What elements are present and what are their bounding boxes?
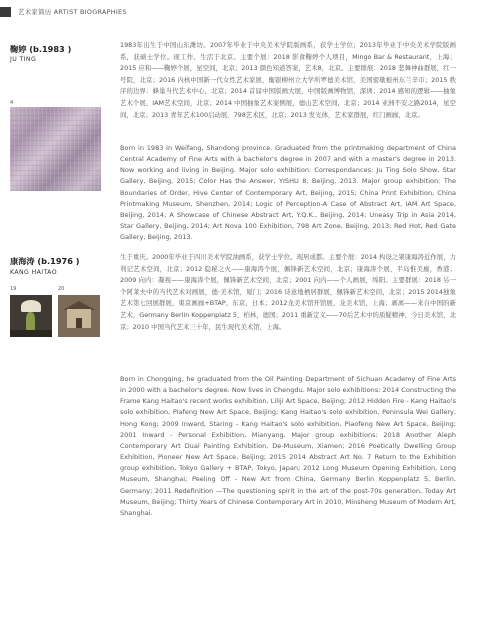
artist2-bio-english: Born in Chongqing, he graduated from the Oil Painting Department of Sichuan Academy of Fine Arts in 2000 with a bachelor's degree. Now lives in Chengdu. Major solo exhibitions: 2014 Constructing the Frame Kang Haitao's recent works exhibition, Liliji Art Space, Beijing; 2012 Hidden Fire - Kang Haitao's solo exhibition, Piafeng New Art Space, Beijing; Kang Haitao's solo exhibition, Peninsula Wei Gallery, Hong Kong; 2009 Inward, Staring - Kang Haitao's solo exhibition, Piaofeng New Art Space, Beijing; 2001 Inward - Personal Exhibition, Mianyang. Major group exhibitions: 2018 Another Aleph Contemporary Art Dual Painting Exhibition, De-Museum, Xiamen; 2016 Poetically Dwelling Group Exhibition, Pioneer New Art Space, Beijing; 2015 2014 Abstract Art No. 7 Return to the Exhibition group exhibition, Tokyo Gallery + BTAP, Tokyo, Japan; 2012 Long Museum Opening Exhibition, Long Museum, Shanghai; Peeling Off - New Art from China, Germany Berlin Koppenplatz 5, Berlin, Germany; 2011 Redefinition —The questioning spirit in the art of the post-70s generation, Today Art Museum, Beijing; Thirty Years of Chinese Contemporary Art in 2010, Minsheng Museum of Modern Art, Shanghai. (120, 375, 456, 517)
artist1-plate-number: 4 (10, 100, 14, 106)
header-title: 艺术家简历 ARTIST BIOGRAPHIES (18, 8, 127, 16)
lamp-shape (21, 300, 41, 312)
artist2-plate-number-b: 20 (58, 286, 65, 292)
artist2-artwork-thumbnail-a (10, 295, 52, 337)
artist1-bio-chinese: 1983年出生于中国山东潍坊。2007年毕业于中央美术学院版画系，获学士学位；2013年毕业于中央美术学院版画系，获硕士学位。现工作、生活于北京。主要个展：2018 影食鞠婷个人项目，Mingo Bar & Restaurant，上海；2015 应和——鞠婷个展，星空间，北京；2013 颜色知道答案，艺术8，北京。主要群展：2018 悲舞神曲群展，红一号院，北京；2016 内核中国新一代女性艺术家展，衡银柳州立大学所罗德美术馆，美国密歇根州东兰辛市；2015 秩序的边界：蜂巢当代艺术中心，北京；2014 首届中国版画大展，中国版画博物馆，深圳；2014 感知的逻辑——抽象艺术个展，IAM艺术空间，北京；2014 中国抽象艺术案例展，德山艺术空间，北京；2014 亚洲不安之路2014，星空间，北京；2013 青年艺术100启动展，798艺术区，北京；2013 发光体，艺术家群展，红门画廊，北京。 (120, 41, 456, 119)
header-marker (0, 7, 11, 17)
artist1-artwork-thumbnail (10, 107, 101, 191)
door-shape (76, 318, 82, 328)
artist2-bio-chinese: 生于重庆。2000年毕业于四川美术学院油画系，获学士学位。现居成都。主要个展：2014 构设之架康海涛近作展，力利记艺术空间，北京；2012 隐秘之火——康海涛个展，佩锋新艺术空间，北京；康海涛个展，半岛惟美廊，香港；2009 向内：凝视——康海涛个展，佩锋新艺术空间，北京；2001 向内——个人画展，绵阳。主要群展：2018 另一个阿莱夫中的当代艺术对画展，德·美术馆，厦门；2016 诗意地栖居群展，佩锋新艺术空间，北京；2015 2014独象艺术第七回展群展，東京画廊+BTAP，东京、日本；2012龙美术馆开馆展，龙美术馆，上海；剥离——来自中国的新艺术，Germany Berlin Koppenplatz 5，柏林，德国；2011 重新定义——70后艺术中的质疑精神，今日美术馆，北京；2010 中国当代艺术三十年，民生现代美术馆，上海。 (120, 253, 456, 331)
artist1-name-cn: 鞠婷 (b.1983 ) (10, 44, 72, 54)
artist2-plate-number-a: 19 (10, 286, 17, 292)
artist1-bio-english: Born in 1983 in Weifang, Shandong province. Graduated from the printmaking department of China Central Academy of Fine Arts with a bachelor's degree in 2007 and with a master's degree in 2013. Now working and living in Beijing. Major solo exhibition: Correspondances: Ju Ting Solo Show, Star Gallery, Beijing, 2015; Color Has the Answer, YISHU 8, Beijing, 2013. Major group exhibition: The Boundaries of Order, Hive Center of Contemporary Art, Beijing, 2015; China Print Exhibition, China Printmaking Museum, Shenzhen, 2014; Logic of Perception-A Case of Abstract Art, IAM Art Space, Beijing, 2014; A Showcase of Chinese Abstract Art, Y.Q.K., Beijing, 2014; Uneasy Trip in Asia 2014, Star Gallery, Beijing, 2014; Art Nova 100 Exhibition, 798 Art Zone, Beijing, 2013; Red Hot, Red Gate Gallery, Beijing, 2013. (120, 144, 456, 242)
artist2-name-en: KANG HAITAO (10, 269, 57, 276)
tree-shape (26, 312, 35, 330)
artist1-name-en: JU TING (10, 56, 37, 63)
ground-shape (10, 330, 52, 337)
artist2-name-cn: 康海涛 (b.1976 ) (10, 256, 80, 266)
artist2-artwork-thumbnail-b (58, 295, 100, 337)
page-header (0, 0, 480, 24)
